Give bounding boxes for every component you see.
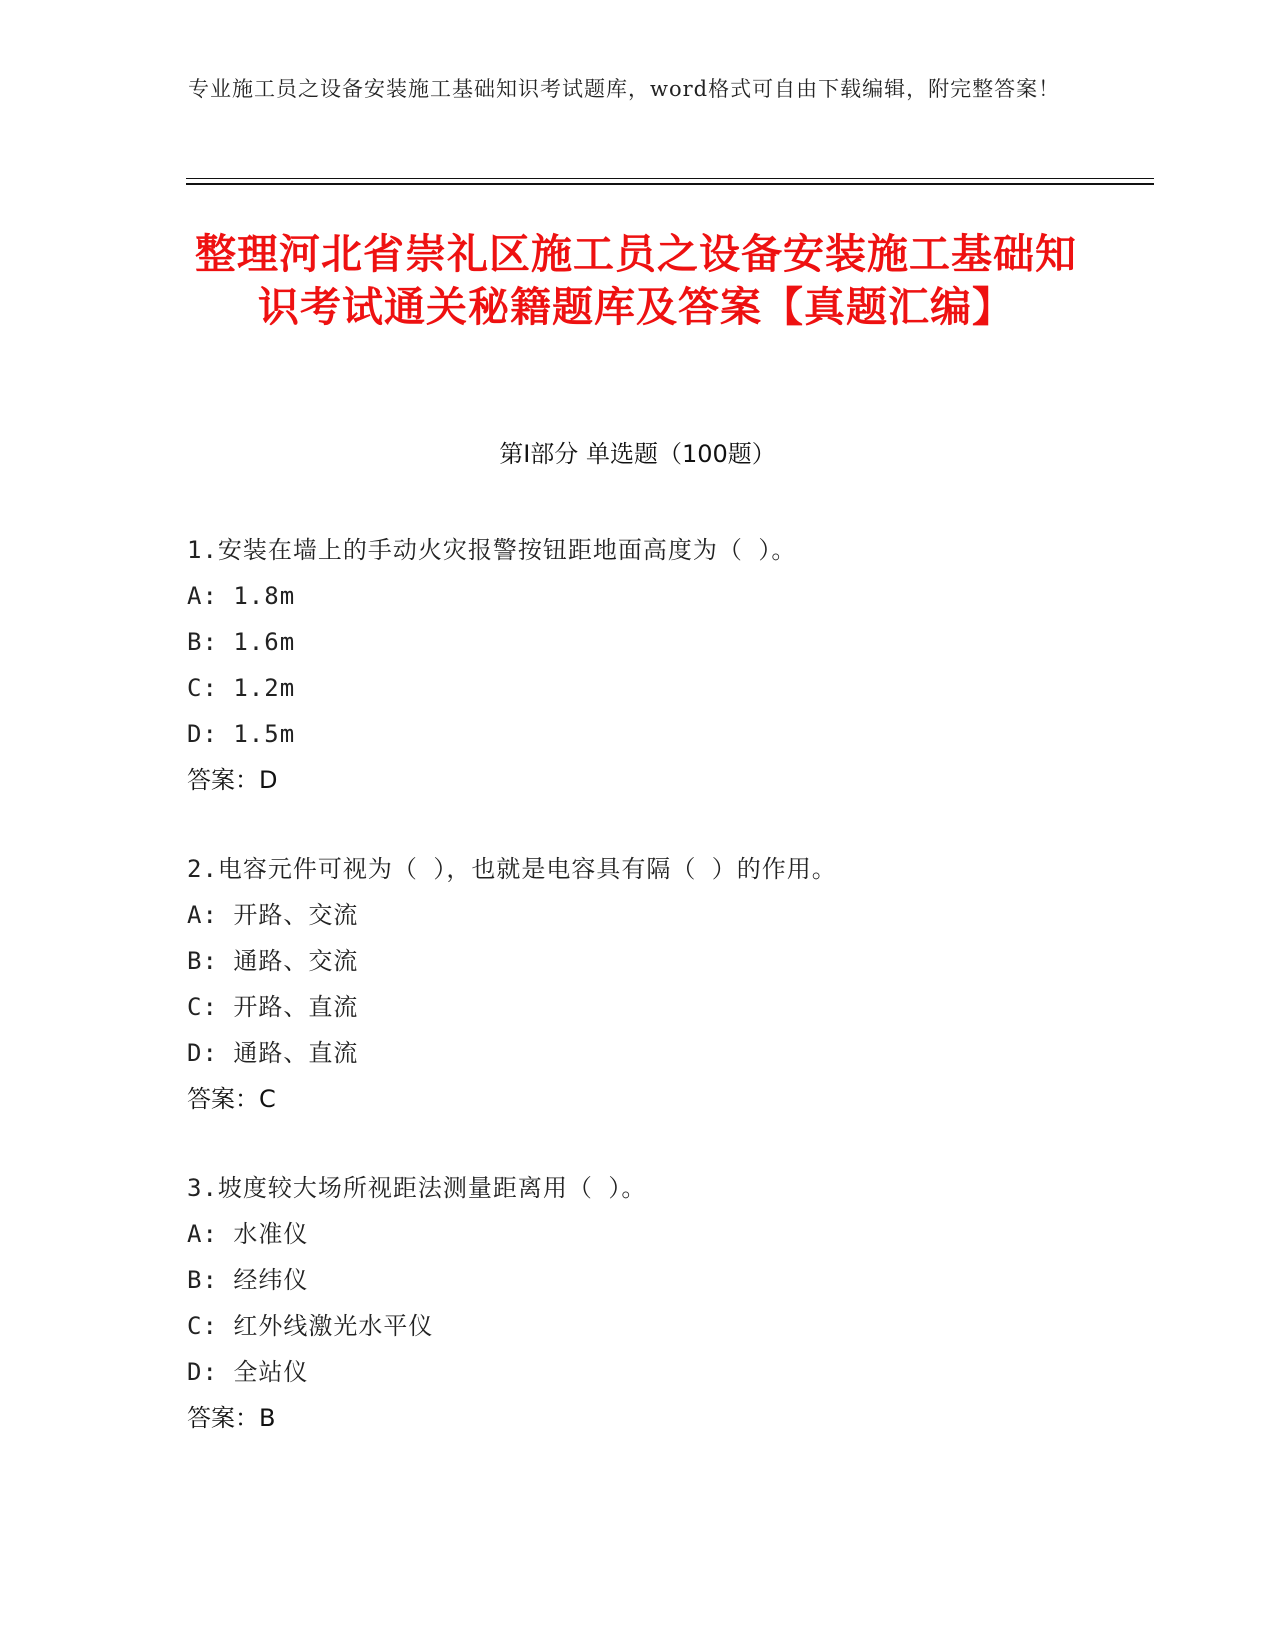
option-d: D: 1.5m	[187, 720, 296, 748]
option-c: C: 开路、直流	[187, 993, 359, 1021]
question-1	[187, 527, 1137, 803]
header-rule-thick	[186, 183, 1154, 185]
header-note: 专业施工员之设备安装施工基础知识考试题库，word格式可自由下载编辑，附完整答案！	[188, 77, 1061, 101]
document-title: 整理河北省崇礼区施工员之设备安装施工基础知识考试通关秘籍题库及答案【真题汇编】	[195, 230, 1077, 331]
option-a: A: 水准仪	[187, 1220, 309, 1248]
question-3	[187, 1165, 1137, 1441]
option-b: B: 经纬仪	[187, 1266, 309, 1294]
question-list	[187, 527, 1137, 1484]
option-d: D: 全站仪	[187, 1358, 309, 1386]
header-rule-thin	[186, 178, 1154, 179]
option-b: B: 通路、交流	[187, 947, 359, 975]
answer: 答案：B	[187, 1404, 276, 1432]
option-a: A: 开路、交流	[187, 901, 359, 929]
question-2	[187, 846, 1137, 1122]
option-b: B: 1.6m	[187, 628, 296, 656]
answer: 答案：C	[187, 1085, 276, 1113]
option-a: A: 1.8m	[187, 582, 296, 610]
option-c: C: 1.2m	[187, 674, 296, 702]
question-stem: 3.坡度较大场所视距法测量距离用（ ）。	[187, 1174, 647, 1202]
option-c: C: 红外线激光水平仪	[187, 1312, 434, 1340]
option-d: D: 通路、直流	[187, 1039, 359, 1067]
question-stem: 1.安装在墙上的手动火灾报警按钮距地面高度为（ ）。	[187, 536, 797, 564]
question-stem: 2.电容元件可视为（ ），也就是电容具有隔（ ）的作用。	[187, 855, 837, 883]
answer: 答案：D	[187, 766, 278, 794]
section-heading: 第I部分 单选题（100题）	[499, 440, 776, 468]
